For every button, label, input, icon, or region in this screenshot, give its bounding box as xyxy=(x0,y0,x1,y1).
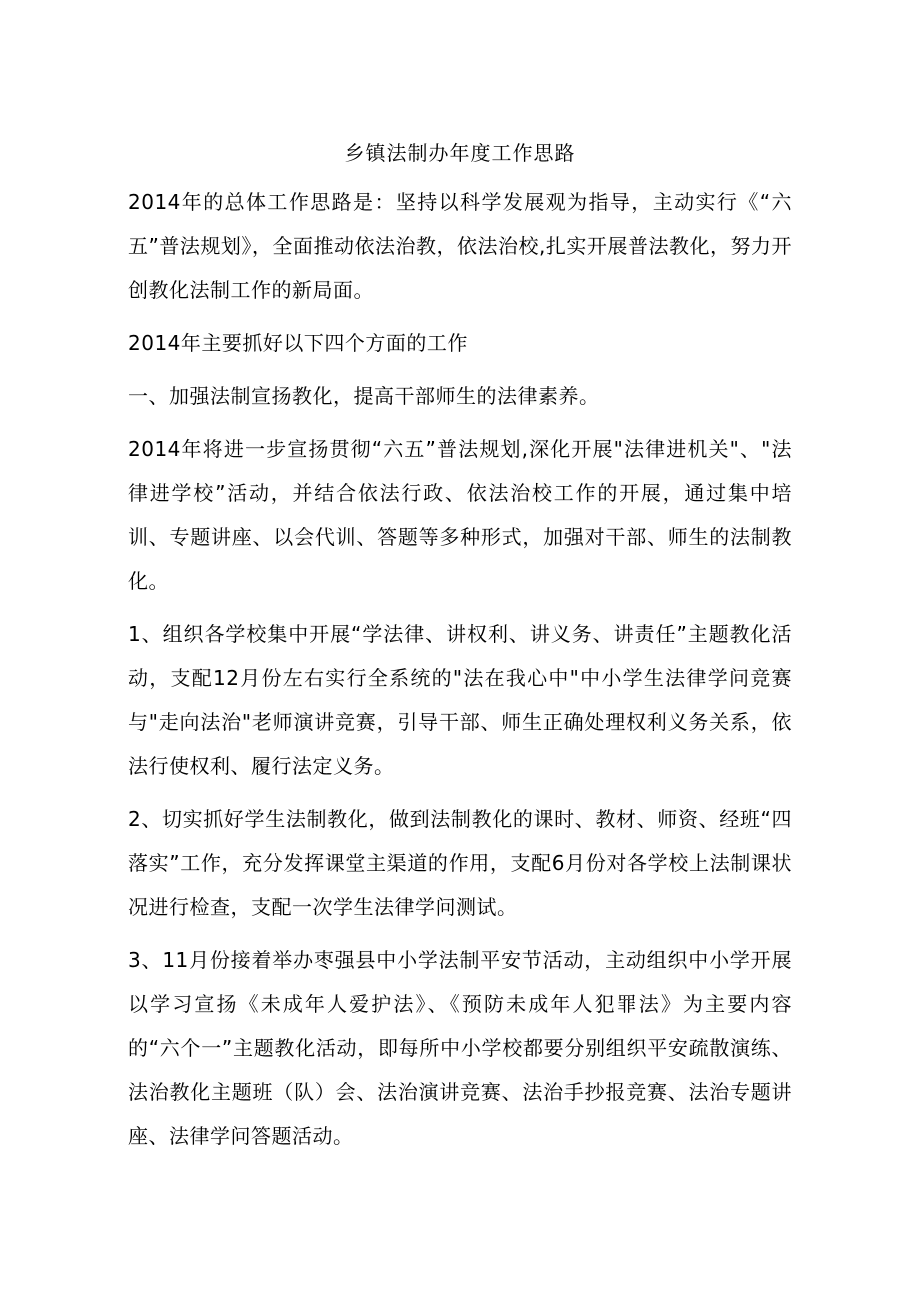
document-title: 乡镇法制办年度工作思路 xyxy=(344,141,576,165)
list-item-2: 2、切实抓好学生法制教化，做到法制教化的课时、教材、师资、经班“四落实”工作，充分发挥课堂主渠道的作用，支配6月份对各学校上法制课状况进行检查，支配一次学生法律学问测试。 xyxy=(128,807,792,919)
list-item-1: 1、组织各学校集中开展“学法律、讲权利、讲义务、讲责任”主题教化活动，支配12月份左右实行全系统的"法在我心中"中小学生法律学问竞赛与"走向法治"老师演讲竞赛，引导干部、师生正确处理权利义务关系，依法行使权利、履行法定义务。 xyxy=(128,622,792,778)
paragraph-publicity-plan: 2014年将进一步宣扬贯彻“六五”普法规划,深化开展"法律进机关"、"法律进学校”活动，并结合依法行政、依法治校工作的开展，通过集中培训、专题讲座、以会代训、答题等多种形式，加强对干部、师生的法制教化。 xyxy=(128,437,792,593)
list-item-3: 3、11月份接着举办枣强县中小学法制平安节活动，主动组织中小学开展以学习宣扬《未成年人爱护法》、《预防未成年人犯罪法》为主要内容的“六个一”主题教化活动，即每所中小学校都要分别组织平安疏散演练、法治教化主题班（队）会、法治演讲竞赛、法治手抄报竞赛、法治专题讲座、法律学问答题活动。 xyxy=(128,948,792,1148)
document-body xyxy=(128,180,792,1167)
paragraph-four-aspects: 2014年主要抓好以下四个方面的工作 xyxy=(128,331,468,355)
section-heading-1: 一、加强法制宣扬教化，提高干部师生的法律素养。 xyxy=(128,384,600,408)
paragraph-overall-approach: 2014年的总体工作思路是：坚持以科学发展观为指导，主动实行《“六五”普法规划》，全面推动依法治教，依法治校,扎实开展普法教化，努力开创教化法制工作的新局面。 xyxy=(128,190,792,302)
